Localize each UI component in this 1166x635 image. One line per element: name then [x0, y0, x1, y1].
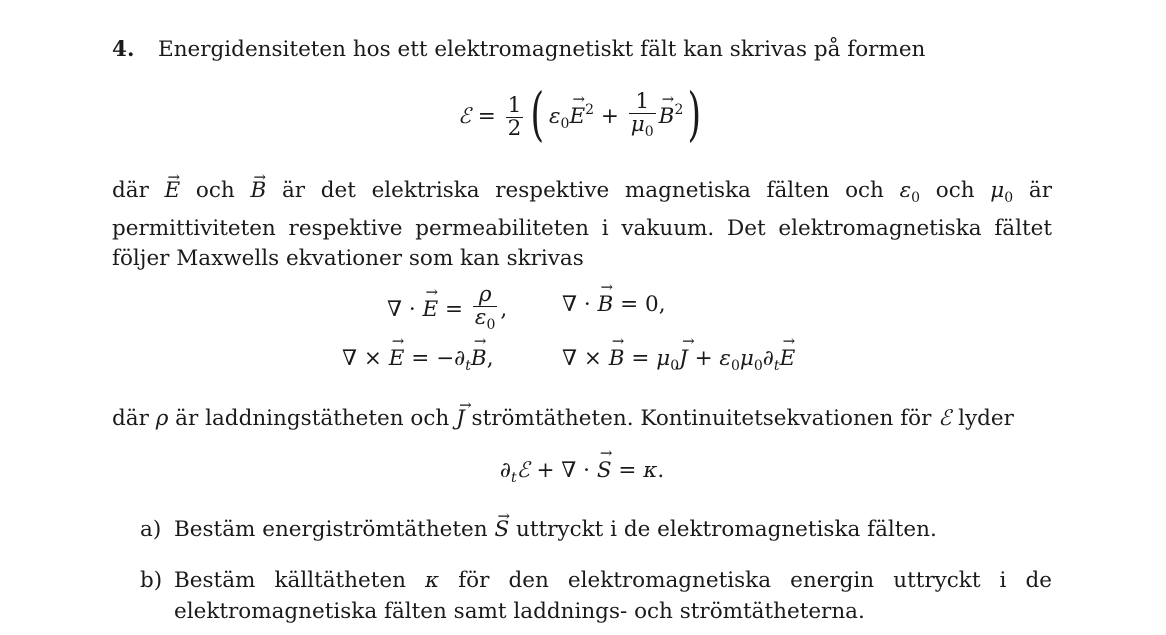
- problem-intro: Energidensiteten hos ett elektromagnetiskt fält kan skrivas på formen: [158, 37, 926, 62]
- gauss-law-equation: ∇ · → E = $\frac{\rho}{\varepsilon_0}$ ,: [387, 284, 507, 336]
- continuity-paragraph: där ρ är laddningstätheten och → J strömtätheten. Kontinuitetsekvationen för ℰ lyder: [112, 404, 1052, 435]
- subquestion-a-text: Bestäm energiströmtätheten → S uttryckt i de elektromagnetiska fälten.: [174, 515, 1052, 546]
- problem-number: 4.: [112, 37, 135, 62]
- subquestion-b-text: Bestäm källtätheten κ för den elektromagnetiska energin uttryckt i de elektromagnetiska fälten samt laddnings- och strömtätheterna.: [174, 568, 1052, 624]
- subquestion-b-label: b): [140, 568, 163, 593]
- energy-density-equation: ℰ = $\frac{1}{2}$ ( $\varepsilon_0\to E^2$ + $\frac{1}{\mu_0}$ → $B^2$): [112, 88, 1052, 146]
- continuity-equation: $\partial_tℰ$ + ∇ · → S = κ.: [112, 458, 1052, 486]
- ampere-maxwell-equation: ∇ × → $B = \mu_0\to J + \varepsilon_0\mu_0\partial_t\to E$: [562, 346, 795, 374]
- problem-heading: [112, 36, 925, 64]
- gauss-magnetism-equation: ∇ · → B = 0,: [562, 292, 666, 317]
- subquestion-a-label: a): [140, 517, 162, 542]
- subquestion-a: [140, 515, 1052, 546]
- faraday-law-equation: ∇ × → $E = -\partial_t\to B$,: [342, 346, 494, 374]
- fields-paragraph: där → E och → B är det elektriska respektive magnetiska fälten och $\varepsilon_0$ och $\mu_0$ är permittiviteten respektive permeabiliteten i vakuum. Det elektromagnetiska fältet följer Maxwells ekvationer som kan skrivas: [112, 176, 1052, 275]
- subquestion-b: [140, 566, 1052, 627]
